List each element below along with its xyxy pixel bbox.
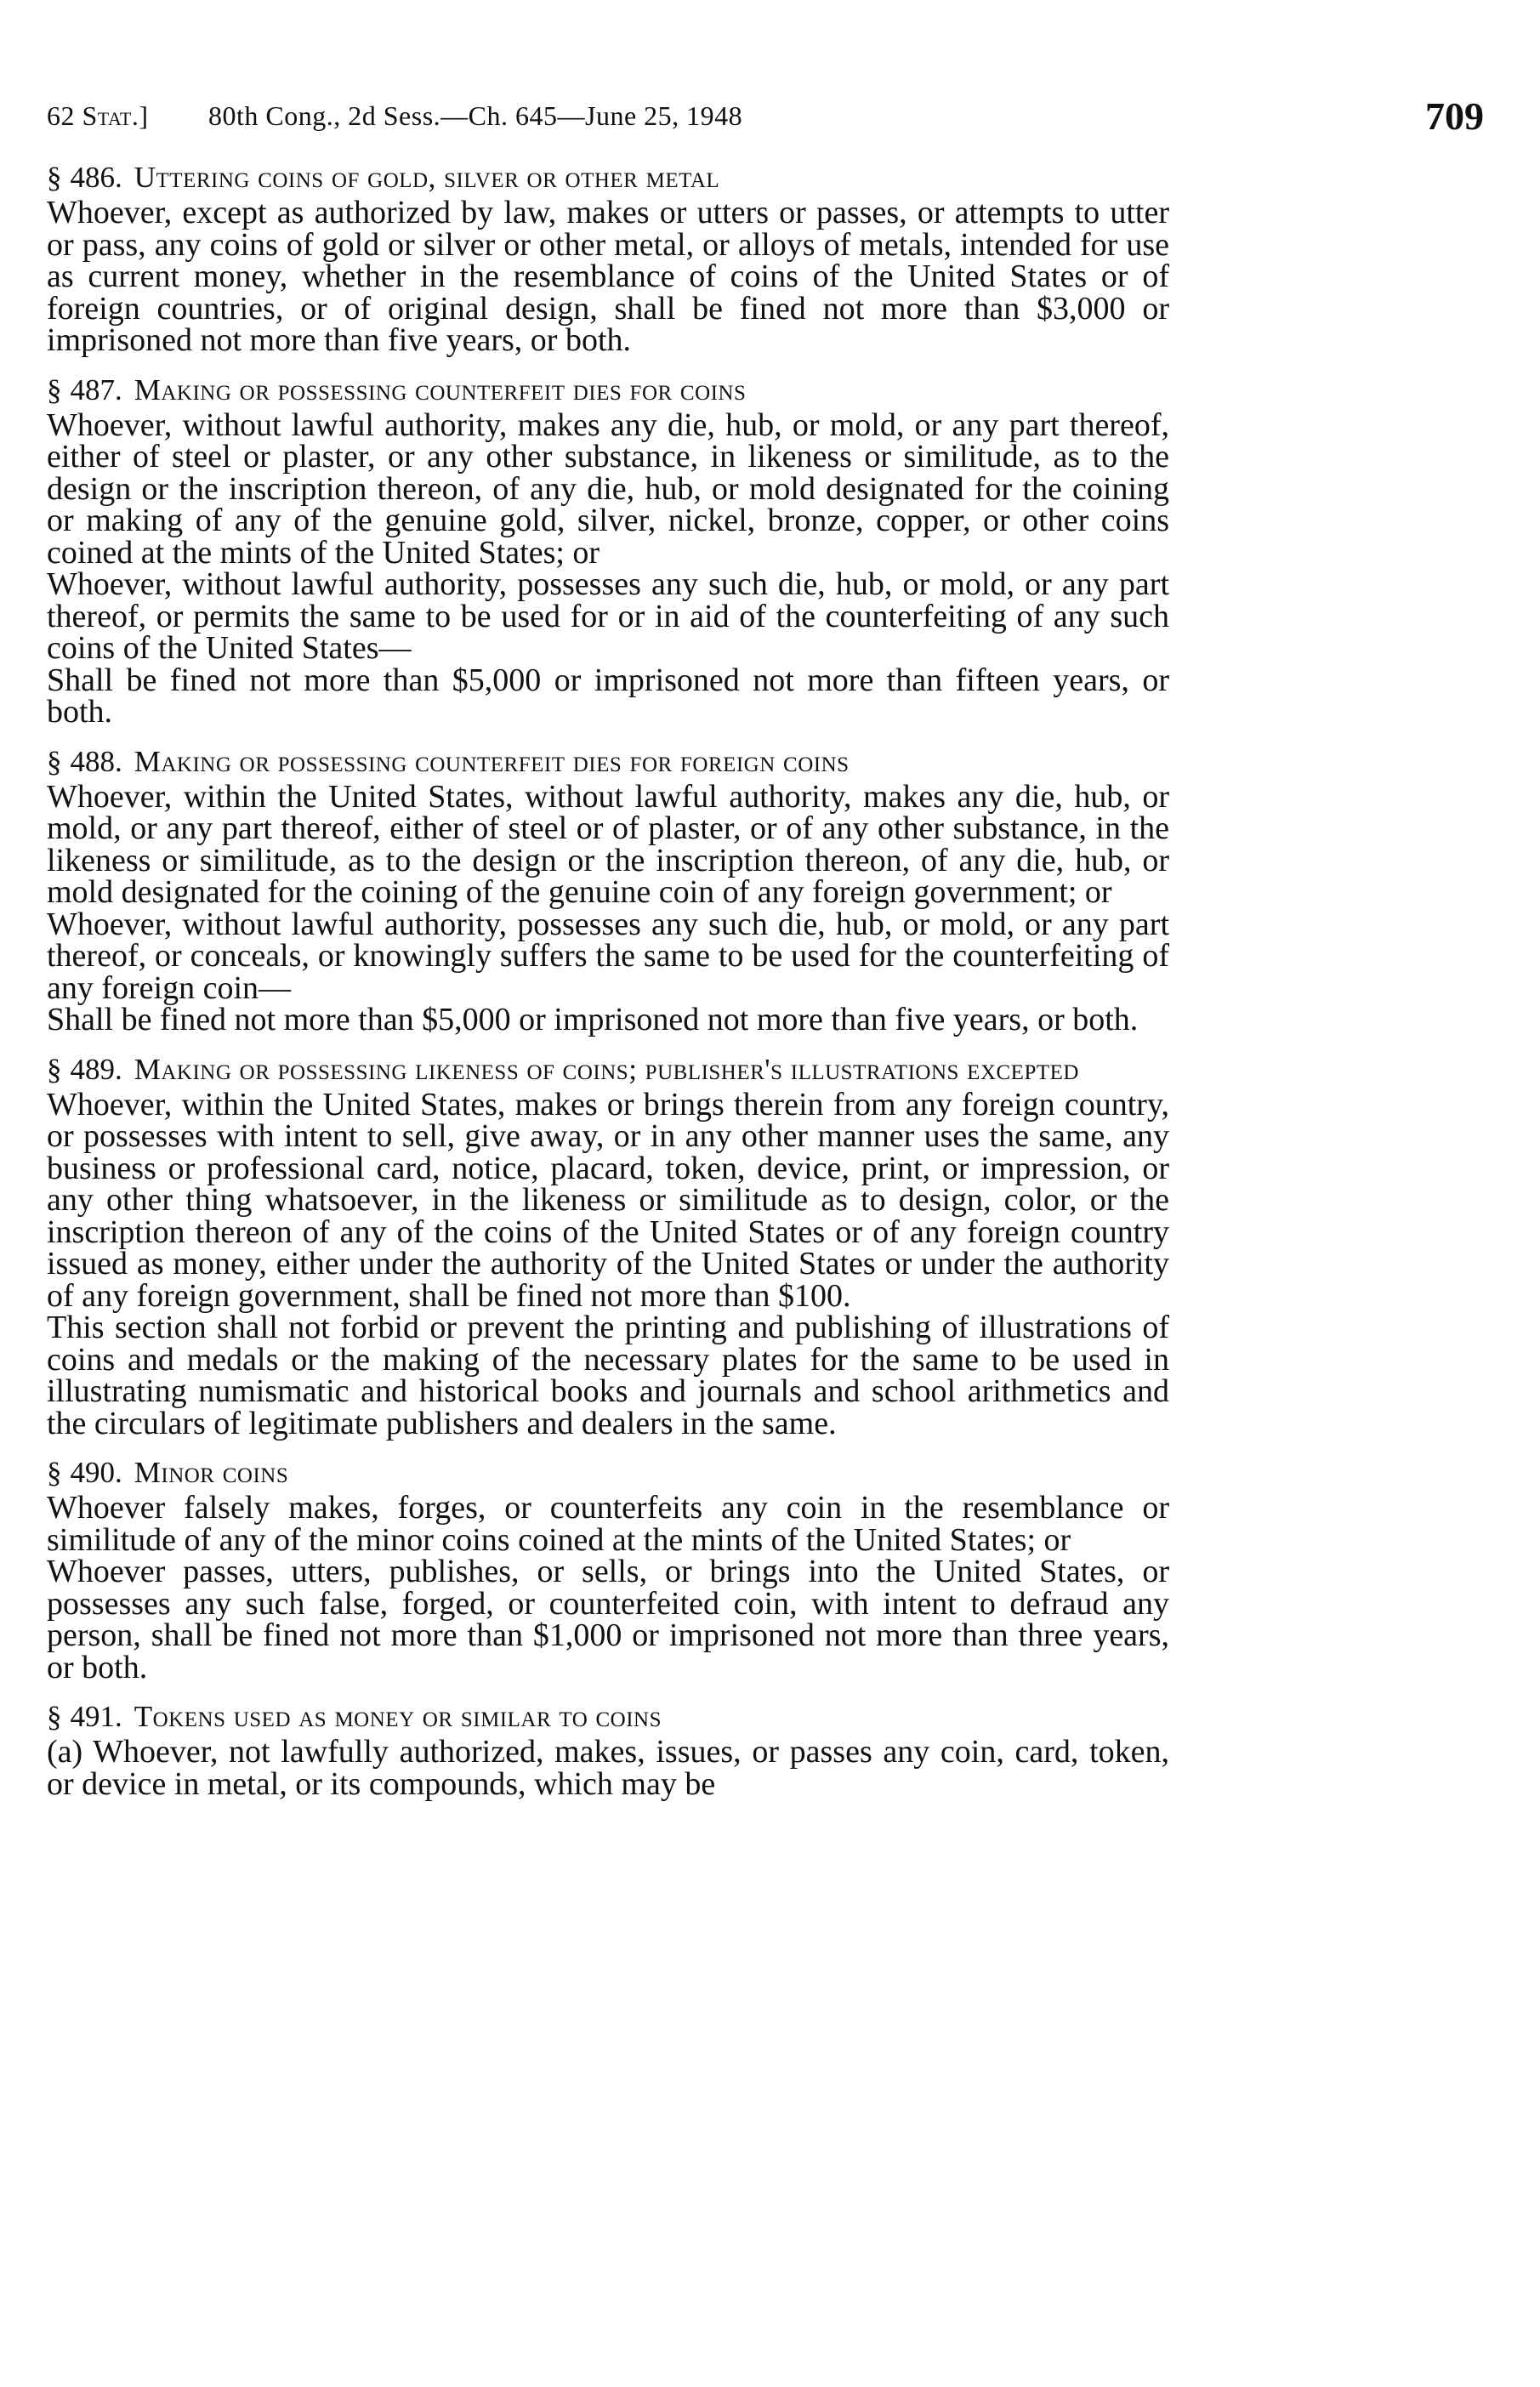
section-title: Uttering coins of gold, silver or other metal	[134, 161, 720, 194]
section-symbol: §	[47, 744, 62, 778]
statute-body	[47, 160, 1169, 1800]
section-paragraph: Whoever, without lawful authority, possesses any such die, hub, or mold, or any part thereof, or permits the same to be used for or in aid of the counterfeiting of any such coins of the United States—	[47, 566, 1169, 666]
section-paragraph: (a) Whoever, not lawfully authorized, makes, issues, or passes any coin, card, token, or device in metal, or its compounds, which may be	[47, 1734, 1169, 1802]
section-heading	[47, 744, 1169, 780]
running-header	[47, 94, 1492, 145]
section-heading	[47, 1052, 1169, 1088]
section-symbol: §	[47, 1456, 62, 1489]
section-490	[47, 1455, 1169, 1684]
section-number: 487.	[70, 372, 122, 406]
section-paragraph: Whoever, within the United States, makes or brings therein from any foreign country, or possesses with intent to sell, give away, or in any other manner uses the same, any business or professional card, notice, placard, token, device, print, or impression, or any other thing whatsoever, in the likeness or similitude as to design, color, or the inscription thereon of any of the coins of the United States or of any foreign country issued as money, either under the authority of the United States or under the authority of any foreign government, shall be fined not more than $100.	[47, 1086, 1169, 1314]
section-title: Making or possessing counterfeit dies for foreign coins	[134, 744, 850, 778]
section-paragraph: Whoever, except as authorized by law, makes or utters or passes, or attempts to utter or pass, any coins of gold or silver or other metal, or alloys of metals, intended for use as current money, whether in the resemblance of coins of the United States or of foreign countries, or of original design, shall be fined not more than $3,000 or imprisoned not more than five years, or both.	[47, 195, 1169, 358]
section-title: Making or possessing counterfeit dies for coins	[134, 372, 747, 406]
section-symbol: §	[47, 1052, 62, 1086]
section-symbol: §	[47, 161, 62, 194]
section-paragraph: Whoever, without lawful authority, possesses any such die, hub, or mold, or any part thereof, or conceals, or knowingly suffers the same to be used for the counterfeiting of any foreign coin—	[47, 906, 1169, 1006]
section-491	[47, 1699, 1169, 1800]
section-489	[47, 1052, 1169, 1441]
section-488	[47, 744, 1169, 1037]
section-paragraph: Shall be fined not more than $5,000 or imprisoned not more than fifteen years, or both.	[47, 662, 1169, 730]
section-486	[47, 160, 1169, 357]
section-number: 486.	[70, 161, 122, 194]
section-symbol: §	[47, 1700, 62, 1733]
section-title: Tokens used as money or similar to coins	[134, 1700, 662, 1733]
section-title: Minor coins	[134, 1456, 289, 1489]
section-paragraph: Whoever falsely makes, forges, or counterfeits any coin in the resemblance or similitude of any of the minor coins coined at the mints of the United States; or	[47, 1490, 1169, 1558]
section-paragraph: Whoever, without lawful authority, makes any die, hub, or mold, or any part thereof, either of steel or plaster, or any other substance, in likeness or similitude, as to the design or the inscription thereon, of any die, hub, or mold designated for the coining or making of any of the genuine gold, silver, nickel, bronze, copper, or other coins coined at the mints of the United States; or	[47, 406, 1169, 571]
section-symbol: §	[47, 372, 62, 406]
page-number: 709	[1425, 94, 1484, 138]
section-number: 491.	[70, 1700, 122, 1733]
section-heading	[47, 372, 1169, 408]
section-heading	[47, 160, 1169, 196]
session-line: 80th Cong., 2d Sess.—Ch. 645—June 25, 1948	[208, 100, 743, 131]
section-number: 490.	[70, 1456, 122, 1489]
section-paragraph: Whoever passes, utters, publishes, or sells, or brings into the United States, or possesses any such false, forged, or counterfeited coin, with intent to defraud any person, shall be fined not more than $1,000 or imprisoned not more than three years, or both.	[47, 1554, 1169, 1685]
section-paragraph: Whoever, within the United States, without lawful authority, makes any die, hub, or mold, or any part thereof, either of steel or of plaster, or of any other substance, in the likeness or similitude, as to the design or the inscription thereon, of any die, hub, or mold designated for the coining of the genuine coin of any foreign government; or	[47, 778, 1169, 910]
section-number: 489.	[70, 1052, 122, 1086]
section-title: Making or possessing likeness of coins; publisher's illustrations excepted	[134, 1052, 1079, 1086]
section-number: 488.	[70, 744, 122, 778]
section-heading	[47, 1455, 1169, 1491]
section-paragraph: Shall be fined not more than $5,000 or imprisoned not more than five years, or both.	[47, 1002, 1139, 1037]
section-487	[47, 372, 1169, 729]
section-paragraph: This section shall not forbid or prevent the printing and publishing of illustrations of coins and medals or the making of the necessary plates for the same to be used in illustrating numismatic and historical books and journals and school arithmetics and the circulars of legitimate publishers and dealers in the same.	[47, 1310, 1169, 1441]
section-heading	[47, 1699, 1169, 1735]
statute-reference: 62 Stat.]	[47, 100, 149, 131]
